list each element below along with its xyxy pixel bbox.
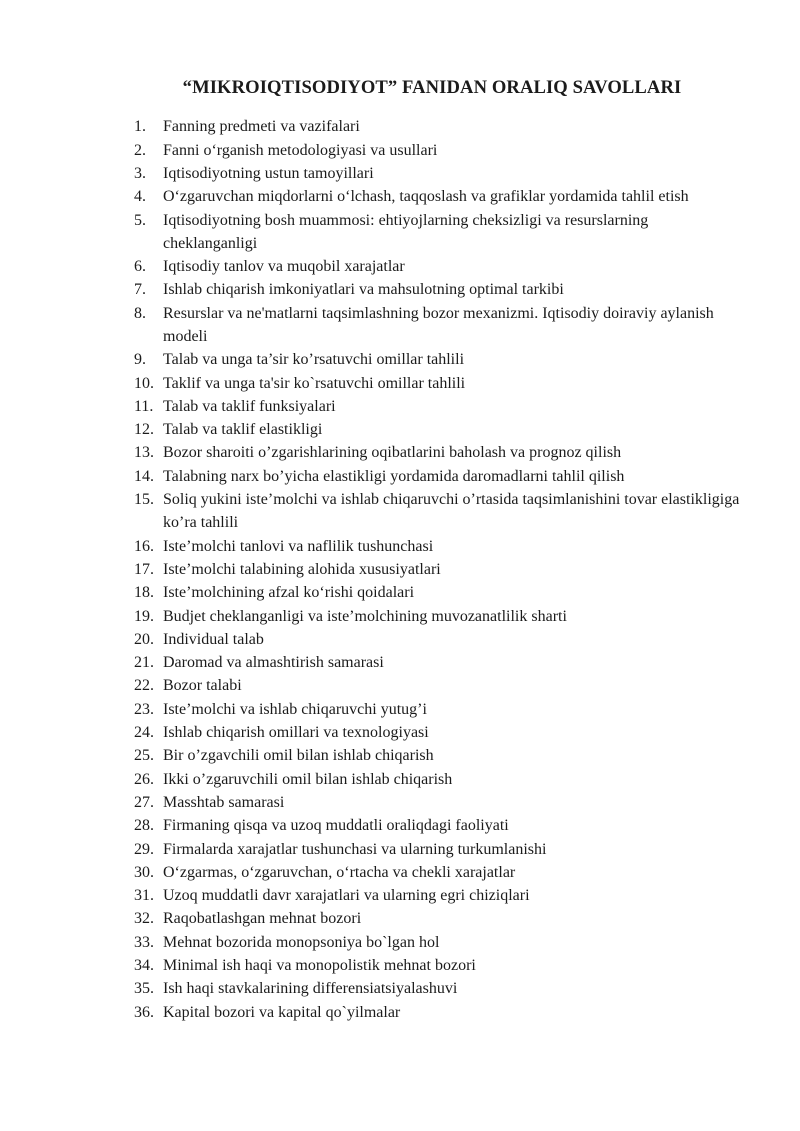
item-number: 23. [134,700,154,718]
list-item [134,628,800,651]
item-text: Bozor sharoiti o’zgarishlarining oqibatlarini baholash va prognoz qilish [163,444,622,462]
item-text: Resurslar va ne'matlarni taqsimlashning bozor mexanizmi. Iqtisodiy doiraviy aylanish modeli [163,304,714,345]
item-number: 33. [134,933,154,951]
item-text: Talab va taklif elastikligi [163,421,323,439]
list-item [134,931,800,954]
list-item [134,884,800,907]
list-item [134,605,800,628]
item-number: 10. [134,374,154,392]
list-item [134,861,800,884]
item-text: O‘zgaruvchan miqdorlarni o‘lchash, taqqoslash va grafiklar yordamida tahlil etish [163,188,689,206]
list-item [134,209,800,256]
item-number: 19. [134,607,154,625]
item-text: Talab va unga ta’sir ko’rsatuvchi omillar tahlili [163,351,465,369]
item-number: 30. [134,863,154,881]
item-number: 1. [134,118,146,136]
list-item [134,907,800,930]
list-item [134,418,800,441]
item-text: Individual talab [163,630,264,648]
item-text: Firmaning qisqa va uzoq muddatli oraliqdagi faoliyati [163,817,509,835]
item-text: Iste’molchi va ishlab chiqaruvchi yutug’i [163,700,427,718]
list-item [134,395,800,418]
item-text: Firmalarda xarajatlar tushunchasi va ularning turkumlanishi [163,840,547,858]
list-item [134,977,800,1000]
list-item [134,372,800,395]
list-item [134,185,800,208]
item-text: Soliq yukini iste’molchi va ishlab chiqaruvchi o’rtasida taqsimlanishini tovar elastikligiga ko’ra tahlili [163,491,740,532]
list-item [134,674,800,697]
item-number: 2. [134,141,146,159]
item-text: Fanni o‘rganish metodologiyasi va usullari [163,141,438,159]
list-item [134,581,800,604]
item-text: Kapital bozori va kapital qo`yilmalar [163,1003,401,1021]
item-number: 20. [134,630,154,648]
item-text: Mehnat bozorida monopsoniya bo`lgan hol [163,933,440,951]
list-item [134,278,800,301]
list-item [134,441,800,464]
item-text: Talab va taklif funksiyalari [163,397,336,415]
item-number: 27. [134,793,154,811]
item-text: Iqtisodiy tanlov va muqobil xarajatlar [163,258,405,276]
item-text: Uzoq muddatli davr xarajatlari va ularning egri chiziqlari [163,887,530,905]
item-text: Iste’molchi tanlovi va naflilik tushunchasi [163,537,434,555]
item-text: Ikki o’zgaruvchili omil bilan ishlab chiqarish [163,770,453,788]
list-item [134,721,800,744]
item-number: 15. [134,491,154,509]
item-text: Bozor talabi [163,677,242,695]
item-number: 29. [134,840,154,858]
item-text: Minimal ish haqi va monopolistik mehnat bozori [163,957,476,974]
item-number: 35. [134,980,154,998]
list-item [134,302,800,349]
list-item [134,744,800,767]
item-text: Fanning predmeti va vazifalari [163,118,360,136]
question-list [0,115,800,1024]
item-number: 24. [134,724,154,742]
list-item [134,558,800,581]
item-number: 13. [134,444,154,462]
page-title: “MIKROIQTISODIYOT” FANIDAN ORALIQ SAVOLLARI [182,77,682,98]
item-text: O‘zgarmas, o‘zgaruvchan, o‘rtacha va chekli xarajatlar [163,863,516,881]
list-item [134,698,800,721]
item-number: 32. [134,910,154,928]
list-item [134,115,800,138]
list-item [134,791,800,814]
item-text: Raqobatlashgan mehnat bozori [163,910,362,928]
item-number: 14. [134,467,154,485]
item-number: 34. [134,957,154,974]
list-item [134,535,800,558]
item-number: 18. [134,584,154,602]
list-item [134,488,800,535]
item-number: 25. [134,747,154,765]
item-text: Budjet cheklanganligi va iste’molchining muvozanatlilik sharti [163,607,567,625]
item-number: 28. [134,817,154,835]
list-item [134,954,800,977]
list-item [134,162,800,185]
item-text: Iste’molchining afzal ko‘rishi qoidalari [163,584,415,602]
item-number: 3. [134,164,146,182]
list-item [134,348,800,371]
item-number: 4. [134,188,146,206]
item-number: 36. [134,1003,154,1021]
item-number: 26. [134,770,154,788]
item-text: Masshtab samarasi [163,793,285,811]
item-text: Ishlab chiqarish imkoniyatlari va mahsulotning optimal tarkibi [163,281,564,299]
item-number: 9. [134,351,146,369]
item-text: Ishlab chiqarish omillari va texnologiyasi [163,724,429,742]
item-number: 8. [134,304,146,322]
item-text: Daromad va almashtirish samarasi [163,654,384,672]
item-number: 17. [134,560,154,578]
item-text: Iqtisodiyotning bosh muammosi: ehtiyojlarning cheksizligi va resurslarning cheklanganligi [163,211,649,252]
item-text: Iste’molchi talabining alohida xususiyatlari [163,560,441,578]
item-number: 5. [134,211,146,229]
list-item [134,651,800,674]
list-item [134,768,800,791]
list-item [134,1001,800,1024]
list-item [134,465,800,488]
item-text: Bir o’zgavchili omil bilan ishlab chiqarish [163,747,434,765]
list-item [134,139,800,162]
item-number: 12. [134,421,154,439]
item-text: Taklif va unga ta'sir ko`rsatuvchi omillar tahlili [163,374,466,392]
item-number: 22. [134,677,154,695]
item-number: 21. [134,654,154,672]
item-number: 31. [134,887,154,905]
item-text: Ish haqi stavkalarining differensiatsiyalashuvi [163,980,458,998]
list-item [134,838,800,861]
list-item [134,255,800,278]
item-number: 6. [134,258,146,276]
list-item [134,814,800,837]
item-number: 16. [134,537,154,555]
item-number: 11. [134,397,154,415]
item-text: Talabning narx bo’yicha elastikligi yordamida daromadlarni tahlil qilish [163,467,625,485]
item-text: Iqtisodiyotning ustun tamoyillari [163,164,374,182]
item-number: 7. [134,281,146,299]
